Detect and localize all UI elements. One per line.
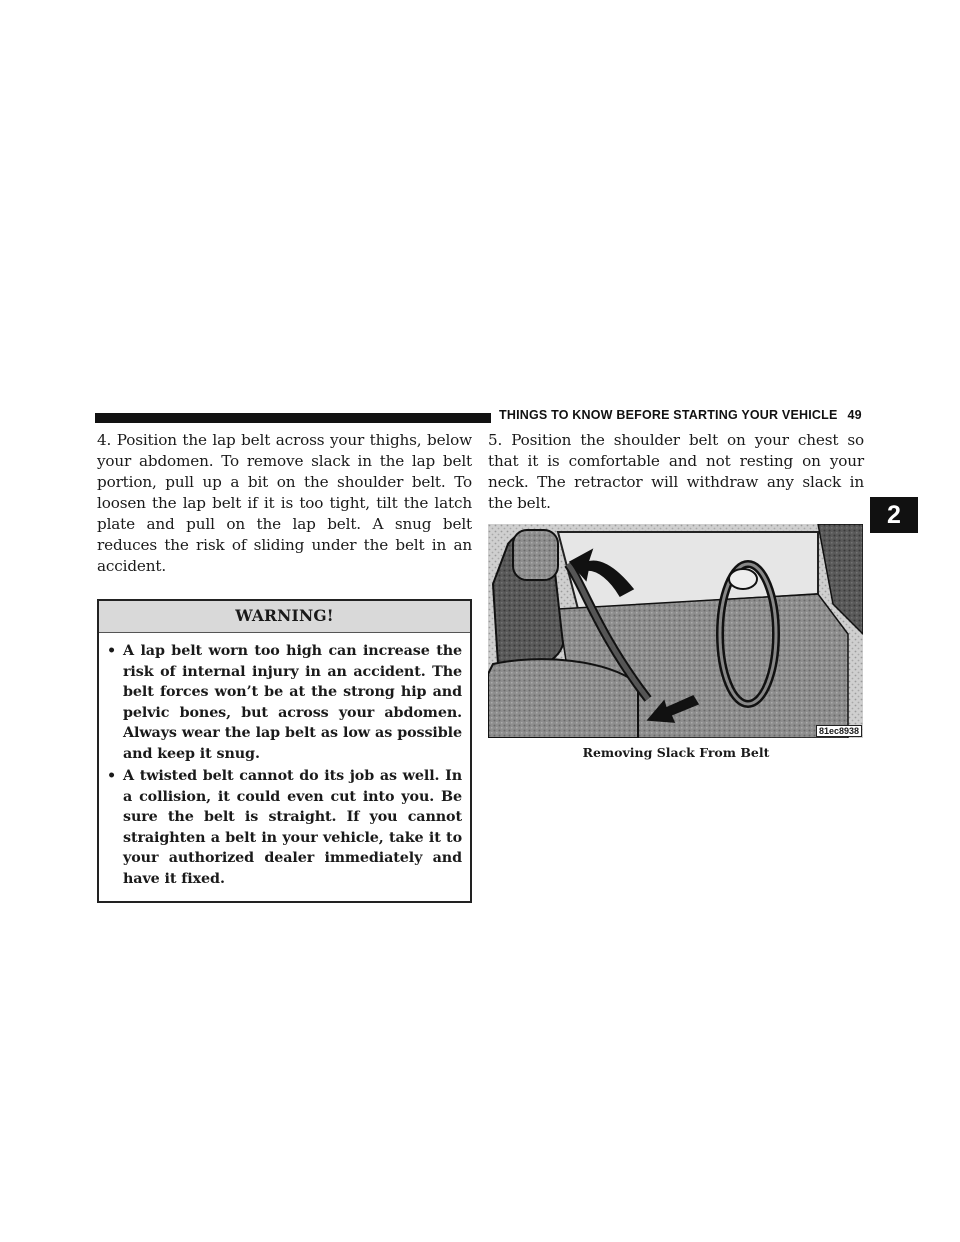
chapter-tab: 2 [870,497,918,533]
warning-title: WARNING! [99,601,470,633]
figure-code: 81ec8938 [816,725,862,737]
step-4-paragraph: 4. Position the lap belt across your thighs, below your abdomen. To remove slack in the lap belt portion, pull up a bit on the shoulder belt. To loosen the lap belt if it is too tight, tilt the latch plate and pull on the lap belt. A snug belt reduces the risk of sliding under the belt in an accident. [97,431,472,575]
section-title: THINGS TO KNOW BEFORE STARTING YOUR VEHICLE [499,408,838,422]
warning-item [105,641,462,764]
warning-item-text: A twisted belt cannot do its job as well. In a collision, it could even cut into you. Be sure the belt is straight. If you cannot straighten a belt in your vehicle, take it to your authorized dealer immediately and have it fixed. [123,768,462,887]
left-column [97,430,472,903]
figure-caption: Removing Slack From Belt [582,745,770,760]
warning-box [97,599,472,903]
car-interior-illustration [488,524,863,738]
belt-slack-illustration [488,524,863,738]
warning-list [99,633,470,901]
warning-item [105,766,462,889]
right-column [488,430,864,760]
header-rule [95,413,491,423]
running-header [499,408,862,422]
step-5-paragraph: 5. Position the shoulder belt on your chest so that it is comfortable and not resting on your neck. The retractor will withdraw any slack in the belt. [488,431,864,512]
warning-item-text: A lap belt worn too high can increase the risk of internal injury in an accident. The belt forces won’t be at the strong hip and pelvic bones, but across your abdomen. Always wear the lap belt as low as possible and keep it snug. [123,643,462,762]
bullet-icon: • [107,643,117,659]
page-number: 49 [847,408,862,422]
bullet-icon: • [107,768,117,784]
